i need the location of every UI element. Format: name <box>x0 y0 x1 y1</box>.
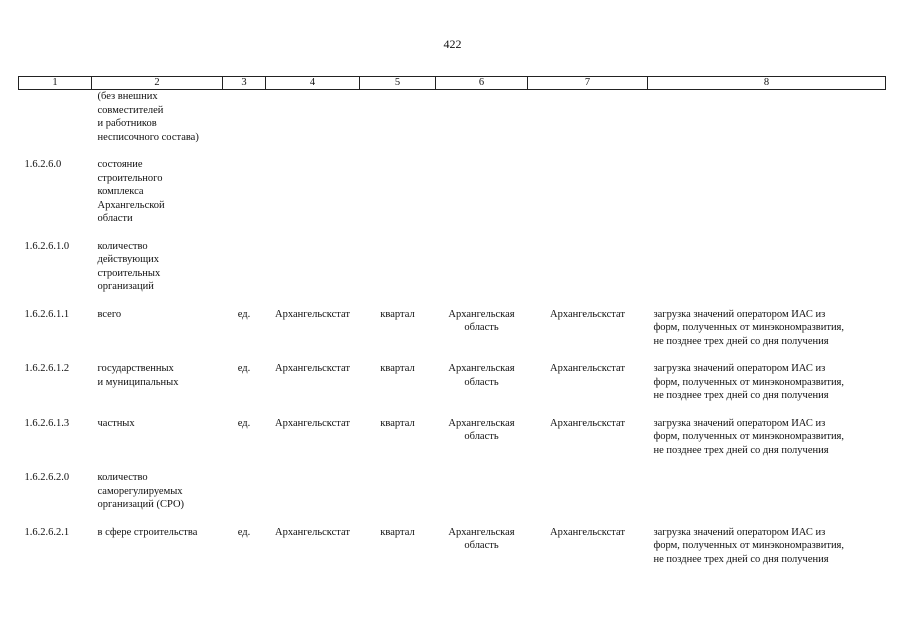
row-territory: Архангельская область <box>448 417 515 442</box>
table-row <box>19 90 886 145</box>
row-method <box>648 240 886 294</box>
row-spacer <box>19 403 886 417</box>
row-source: Архангельскстат <box>275 417 350 429</box>
row-source: Архангельскстат <box>275 308 350 320</box>
row-spacer <box>19 144 886 158</box>
row-territory: Архангельская область <box>448 526 515 551</box>
row-name: частных <box>97 417 135 429</box>
row-responsible: Архангельскстат <box>550 363 625 374</box>
row-name: состояние строительного комплекса Архангельской области <box>97 159 165 224</box>
column-header: 3 <box>223 77 266 90</box>
row-method: загрузка значений оператором ИАС из форм, полученных от минэкономразвития, не позднее трех дней со дня получения <box>653 526 845 565</box>
column-header: 5 <box>360 77 436 90</box>
table-row <box>19 471 886 512</box>
row-method <box>648 158 886 226</box>
row-name: количество действующих строительных организаций <box>97 240 161 292</box>
row-name: количество саморегулируемых организаций (СРО) <box>97 472 185 510</box>
row-territory: Архангельская область <box>448 363 515 388</box>
row-territory <box>436 471 528 512</box>
row-source <box>266 240 360 294</box>
row-code: 1.6.2.6.1.2 <box>24 363 70 374</box>
row-period <box>360 90 436 145</box>
row-territory <box>436 158 528 226</box>
row-method <box>648 471 886 512</box>
row-territory <box>436 240 528 294</box>
indicator-table <box>18 76 886 566</box>
row-name: государственных и муниципальных <box>97 363 179 388</box>
row-unit <box>223 471 266 512</box>
column-header: 7 <box>528 77 648 90</box>
row-responsible <box>528 471 648 512</box>
row-unit: ед. <box>237 526 251 538</box>
row-unit: ед. <box>237 363 251 374</box>
row-responsible <box>528 90 648 145</box>
row-method: загрузка значений оператором ИАС из форм, полученных от минэкономразвития, не позднее трех дней со дня получения <box>653 363 845 401</box>
row-period <box>360 471 436 512</box>
row-unit <box>223 240 266 294</box>
row-source <box>266 158 360 226</box>
table-row <box>19 158 886 226</box>
row-territory: Архангельская область <box>448 308 515 333</box>
column-header: 4 <box>266 77 360 90</box>
row-responsible: Архангельскстат <box>550 417 625 429</box>
row-spacer <box>19 348 886 362</box>
row-code: 1.6.2.6.1.1 <box>24 308 70 320</box>
row-code: 1.6.2.6.2.1 <box>24 526 70 538</box>
row-period <box>360 158 436 226</box>
row-code <box>19 90 92 145</box>
row-source <box>266 471 360 512</box>
table-row <box>19 240 886 294</box>
column-header: 6 <box>436 77 528 90</box>
row-spacer <box>19 512 886 526</box>
header-row <box>19 77 886 90</box>
row-spacer <box>19 457 886 471</box>
row-responsible <box>528 240 648 294</box>
row-responsible: Архангельскстат <box>550 308 625 320</box>
table-row <box>19 526 886 567</box>
row-period: квартал <box>380 308 415 320</box>
column-header: 8 <box>648 77 886 90</box>
row-spacer <box>19 294 886 308</box>
table-row <box>19 417 886 458</box>
row-code: 1.6.2.6.1.0 <box>24 240 70 252</box>
row-source: Архангельскстат <box>275 363 350 374</box>
row-name: всего <box>97 308 122 320</box>
row-responsible: Архангельскстат <box>550 526 625 538</box>
row-method <box>648 90 886 145</box>
row-unit: ед. <box>237 308 251 320</box>
row-code: 1.6.2.6.0 <box>24 159 62 170</box>
row-spacer <box>19 226 886 240</box>
row-source <box>266 90 360 145</box>
table-row <box>19 308 886 349</box>
row-name: в сфере строительства <box>97 526 198 538</box>
row-source: Архангельскстат <box>275 526 350 538</box>
column-header: 1 <box>19 77 92 90</box>
row-territory <box>436 90 528 145</box>
row-period: квартал <box>380 417 415 429</box>
row-method: загрузка значений оператором ИАС из форм, полученных от минэкономразвития, не позднее трех дней со дня получения <box>653 417 845 456</box>
row-period: квартал <box>380 363 415 374</box>
row-responsible <box>528 158 648 226</box>
row-method: загрузка значений оператором ИАС из форм, полученных от минэкономразвития, не позднее трех дней со дня получения <box>653 308 845 347</box>
row-period: квартал <box>380 526 415 538</box>
row-unit <box>223 158 266 226</box>
table-row <box>19 362 886 403</box>
page-number: 422 <box>443 37 462 51</box>
row-period <box>360 240 436 294</box>
row-unit <box>223 90 266 145</box>
row-code: 1.6.2.6.2.0 <box>24 472 70 483</box>
row-code: 1.6.2.6.1.3 <box>24 417 70 429</box>
row-name: (без внешних совместителей и работников несписочного состава) <box>97 91 199 143</box>
row-unit: ед. <box>237 417 251 429</box>
column-header: 2 <box>92 77 223 90</box>
